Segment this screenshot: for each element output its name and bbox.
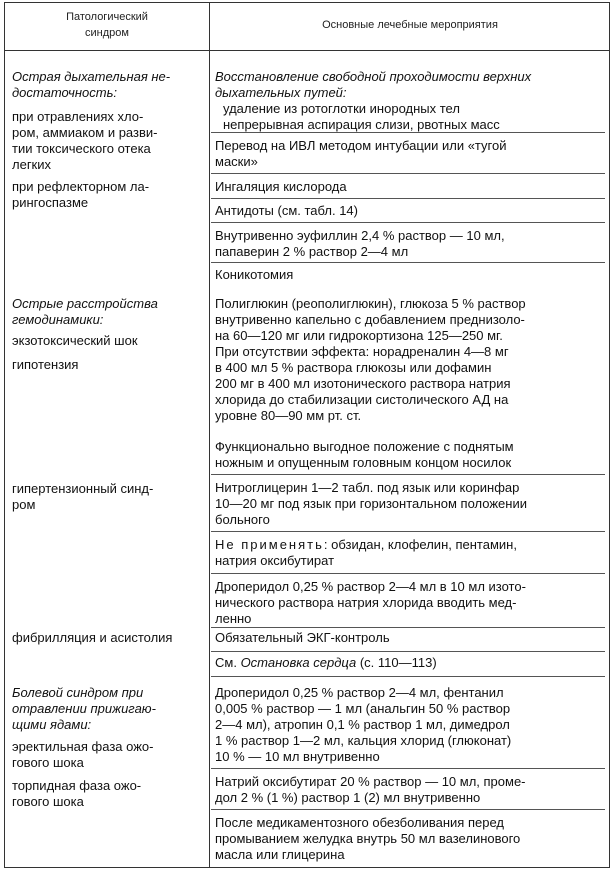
functional-position: Функционально выгодное положение с поднятым ножным и опущенным головным концом носилок [215, 439, 514, 470]
oxygen-inhalation: Ингаляция кислорода [215, 179, 347, 194]
syndrome-laryngospasm: при рефлекторном ла- рингоспазме [12, 179, 150, 210]
row-divider [211, 676, 605, 677]
header-col-measures: Основные лечебные мероприятия [322, 19, 498, 31]
column-divider [209, 3, 210, 867]
syndrome-hypotension: гипотензия [12, 357, 79, 372]
row-divider [211, 474, 605, 475]
section-hemodynamic-title: Острые расстройства гемодинамики: [12, 296, 158, 327]
droperidol: Дроперидол 0,25 % раствор 2—4 мл в 10 мл изото- нического раствора натрия хлорида вводить мед- ленно [215, 579, 526, 626]
row-divider [211, 173, 605, 174]
pain-droperidol: Дроперидол 0,25 % раствор 2—4 мл, фентанил 0,005 % раствор — 1 мл (анальгин 50 % раствор 2—4 мл), атропин 0,1 % раствор 1 мл, димедрол 1 % раствор 1—2 мл, кальция хлорид (глюконат) 10 % — 10 мл внутривенно [215, 685, 512, 764]
row-divider [211, 809, 605, 810]
row-divider [211, 627, 605, 628]
row-divider [211, 531, 605, 532]
conicotomy: Коникотомия [215, 267, 294, 282]
row-divider [211, 222, 605, 223]
not-to-use: Не применять: обзидан, клофелин, пентамин, натрия оксибутират [215, 537, 517, 568]
row-divider [211, 198, 605, 199]
syndrome-chlorine-poisoning: при отравлениях хло- ром, аммиаком и разви- тии токсического отека легких [12, 109, 158, 172]
section-pain-title: Болевой синдром при отравлении прижигаю- щими ядами: [12, 685, 156, 732]
treatment-table [4, 2, 610, 868]
antidotes: Антидоты (см. табл. 14) [215, 203, 358, 218]
syndrome-fibrillation: фибрилляция и асистолия [12, 630, 173, 645]
row-divider [211, 262, 605, 263]
airway-title: Восстановление свободной проходимости верхних дыхательных путей: [215, 69, 532, 100]
row-divider [211, 768, 605, 769]
see-cardiac-arrest: См. Остановка сердца (с. 110—113) [215, 655, 437, 670]
ivl-transfer: Перевод на ИВЛ методом интубации или «тугой маски» [215, 138, 507, 169]
row-divider [211, 573, 605, 574]
header-divider [5, 50, 609, 51]
gastric-lavage: После медикаментозного обезболивания перед промыванием желудка внутрь 50 мл вазелинового масла или глицерина [215, 815, 521, 862]
ecg-control: Обязательный ЭКГ-контроль [215, 630, 390, 645]
row-divider [211, 132, 605, 133]
header-col-syndrome: Патологический синдром [66, 11, 148, 39]
section-respiratory-title: Острая дыхательная не- достаточность: [12, 69, 171, 100]
airway-measures: удаление из ротоглотки инородных тел непрерывная аспирация слизи, рвотных масс [223, 101, 500, 132]
nitroglycerin: Нитроглицерин 1—2 табл. под язык или коринфар 10—20 мг под язык при горизонтальном положении больного [215, 480, 527, 527]
sodium-oxybutyrate: Натрий оксибутират 20 % раствор — 10 мл, проме- дол 2 % (1 %) раствор 1 (2) мл внутривенно [215, 774, 526, 805]
syndrome-exotoxic-shock: экзотоксический шок [12, 333, 138, 348]
syndrome-hypertension: гипертензионный синд- ром [12, 481, 154, 512]
syndrome-torpid-phase: торпидная фаза ожо- гового шока [12, 778, 142, 809]
row-divider [211, 651, 605, 652]
polyglukin: Полиглюкин (реополиглюкин), глюкоза 5 % раствор внутривенно капельно с добавлением преднизоло- на 60—120 мг или гидрокортизона 125—250 мг. При отсутствии эффекта: норадреналин 4—8 мг в 400 мл 5 % раствора глюкозы или дофамин 200 мг в 400 мл изотонического раствора натрия хлорида до стабилизации систолического АД на уровне 80—90 мм рт. ст. [215, 296, 526, 423]
euphyllin: Внутривенно эуфиллин 2,4 % раствор — 10 мл, папаверин 2 % раствор 2—4 мл [215, 228, 505, 259]
syndrome-erectile-phase: эректильная фаза ожо- гового шока [12, 739, 154, 770]
